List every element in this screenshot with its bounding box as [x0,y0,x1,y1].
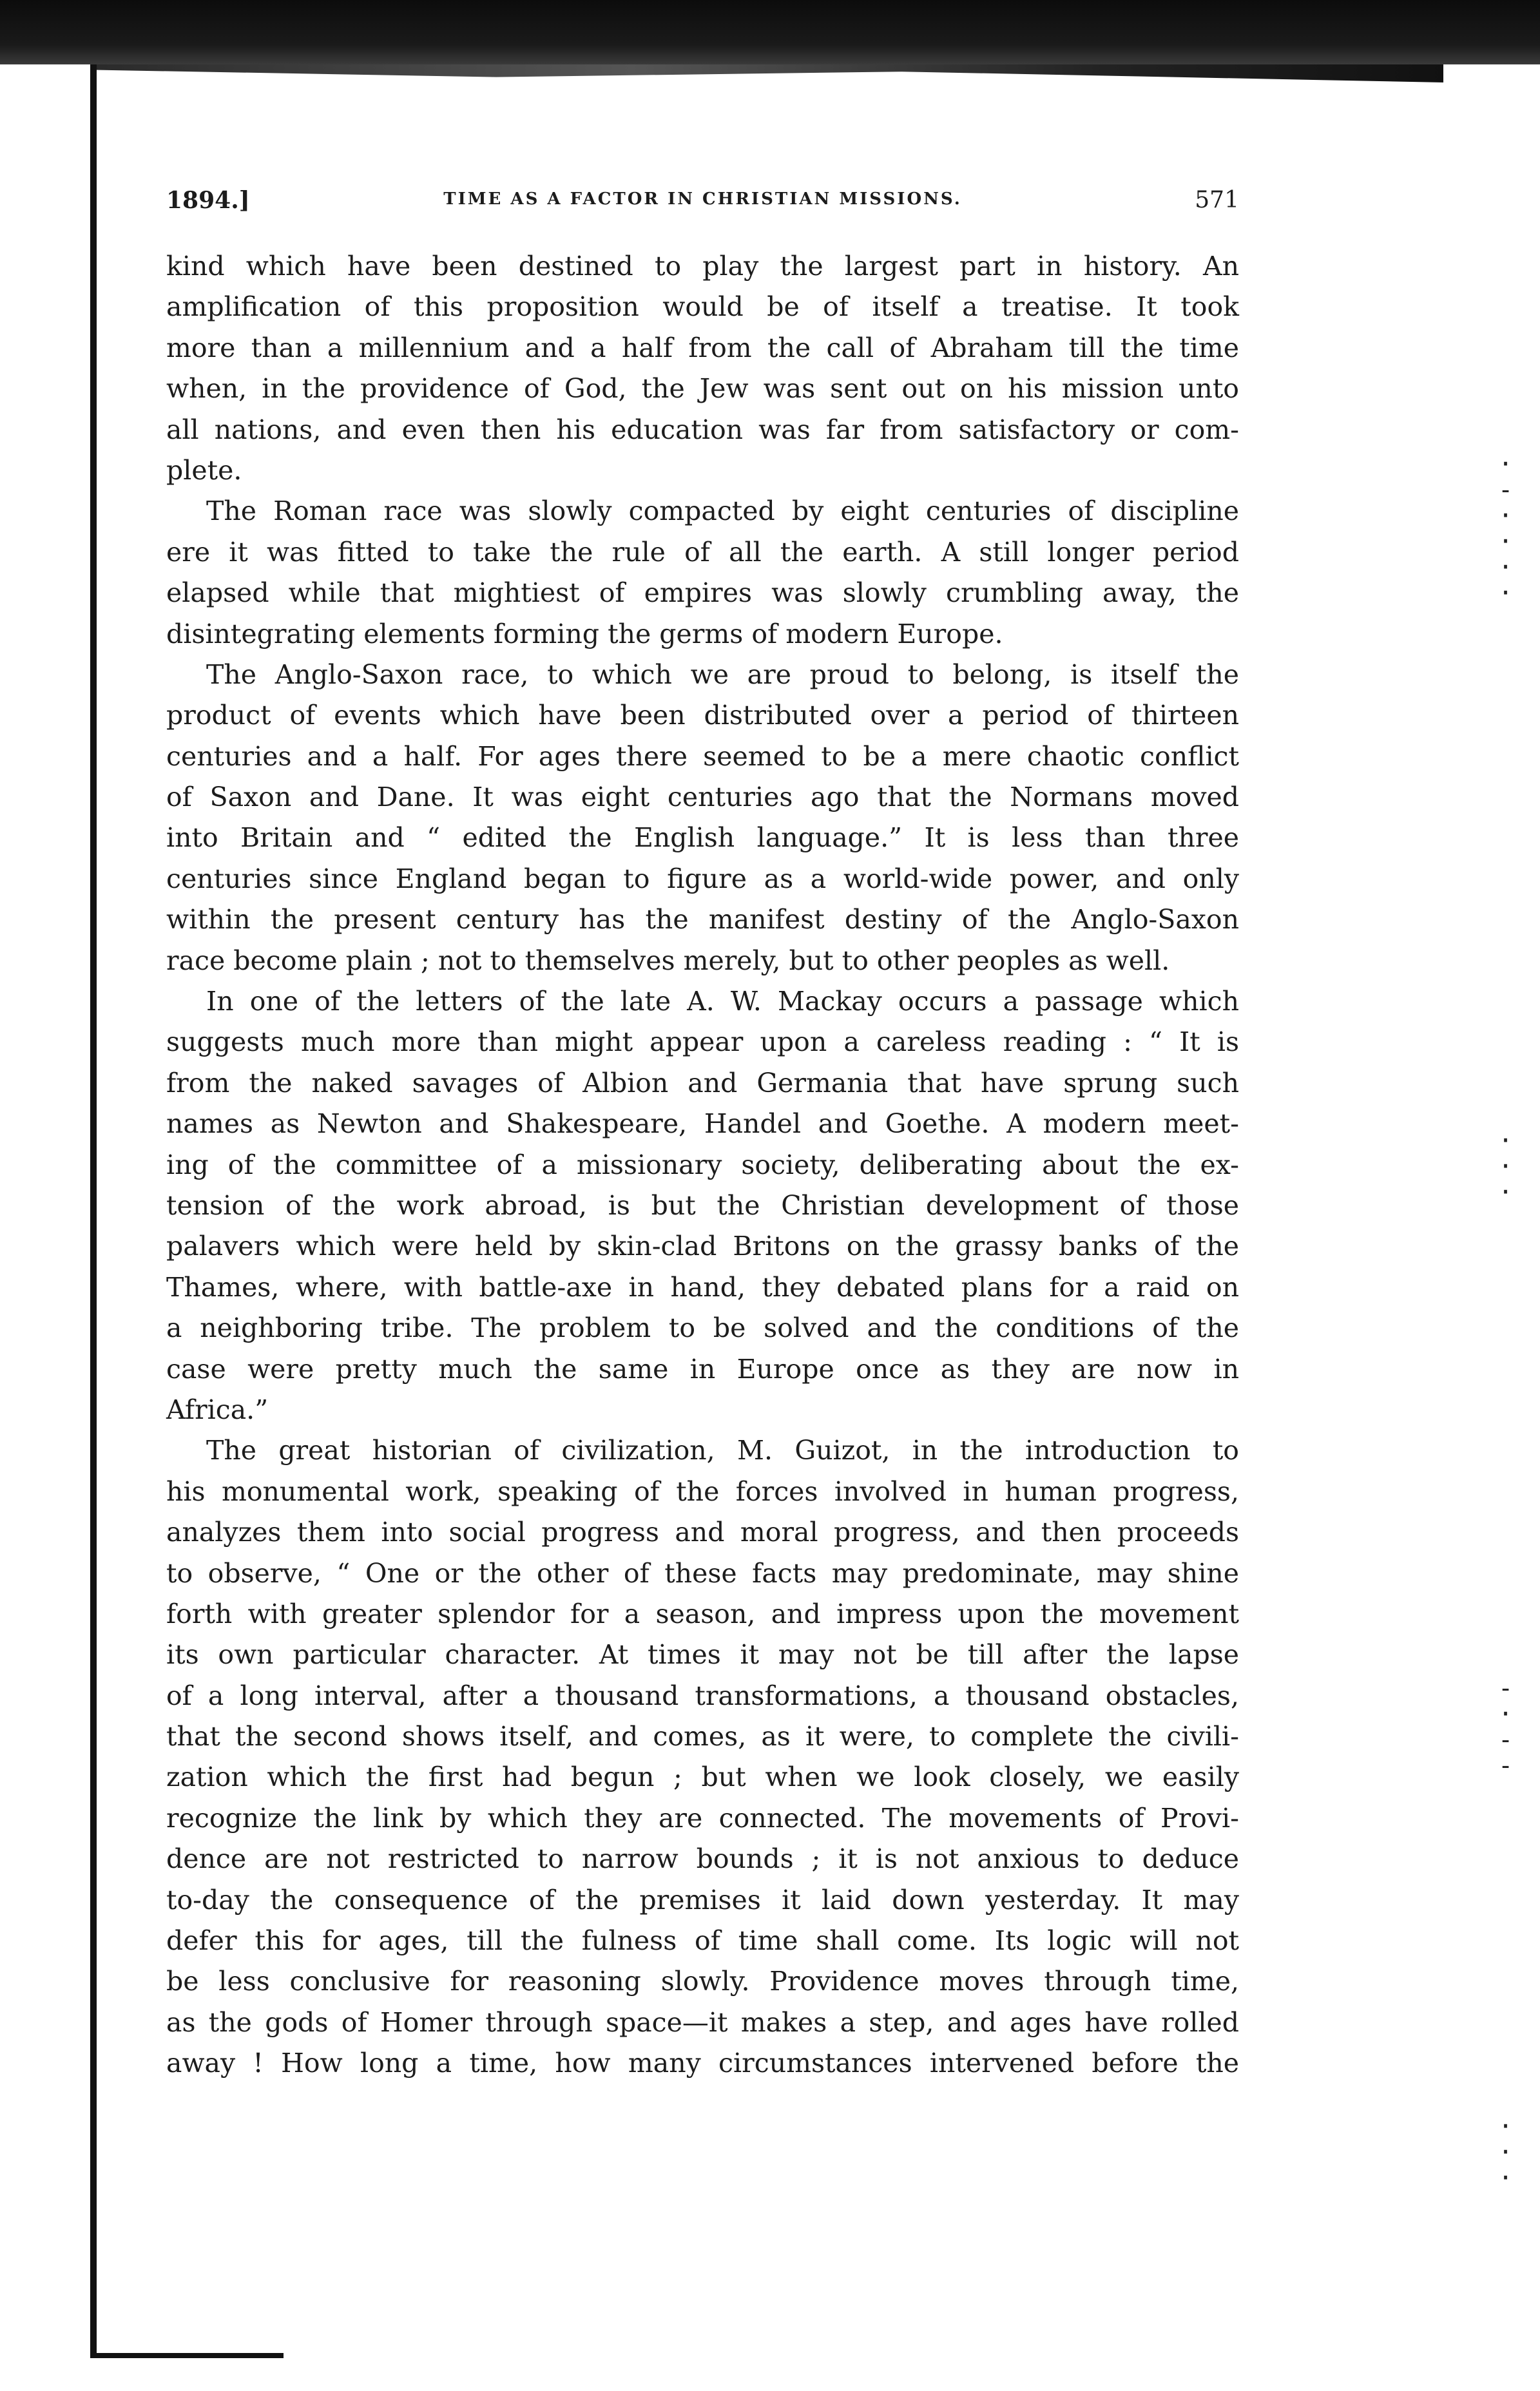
text-line: disintegrating elements forming the germs of modern Europe. [166,618,1003,649]
text-line: The Anglo-Saxon race, to which we are proud to belong, is itself the [206,658,1239,690]
text-line: ere it was fitted to take the rule of all the earth. A still longer period [166,536,1239,568]
text-line: centuries since England began to figure as a world-wide power, and only [166,863,1239,894]
text-line: to observe, “ One or the other of these facts may predominate, may shine [166,1557,1239,1589]
margin-scan-marks: · · · [1498,1126,1514,1206]
text-line: to-day the consequence of the premises it laid down yesterday. It may [166,1884,1239,1916]
text-line: The great historian of civilization, M. Guizot, in the introduction to [206,1435,1239,1466]
text-line: of a long interval, after a thousand transformations, a thousand obstacles, [166,1680,1239,1711]
margin-scan-marks: · · · [1498,2112,1514,2192]
text-line: kind which have been destined to play the largest part in history. An [166,251,1239,282]
body-text [166,246,1239,2084]
text-line: more than a millennium and a half from the call of Abraham till the time [166,332,1239,363]
text-line: race become plain ; not to themselves merely, but to other peoples as well. [166,945,1170,976]
text-line: product of events which have been distributed over a period of thirteen [166,700,1239,731]
text-line: into Britain and “ edited the English language.” It is less than three [166,822,1239,854]
text-line: The Roman race was slowly compacted by eight centuries of discipline [206,495,1239,527]
text-line: case were pretty much the same in Europe once as they are now in [166,1353,1239,1385]
text-line: as the gods of Homer through space—it makes a step, and ages have rolled [166,2006,1239,2038]
text-line: zation which the first had begun ; but when we look closely, we easily [166,1762,1239,1793]
text-line: ing of the committee of a missionary society, deliberating about the ex- [166,1149,1239,1180]
text-line: tension of the work abroad, is but the Christian development of those [166,1189,1239,1221]
page-number: 571 [1195,187,1239,213]
text-line: away ! How long a time, how many circumstances intervened before the [166,2048,1239,2079]
text-line: a neighboring tribe. The problem to be solved and the conditions of the [166,1312,1239,1344]
text-line: palavers which were held by skin-clad Britons on the grassy banks of the [166,1231,1239,1262]
text-line: be less conclusive for reasoning slowly. Providence moves through time, [166,1966,1239,1997]
text-line: elapsed while that mightiest of empires was slowly crumbling away, the [166,577,1239,609]
margin-scan-marks: · - · · · · [1498,450,1514,607]
text-line: amplification of this proposition would be of itself a treatise. It took [166,291,1239,323]
text-line: dence are not restricted to narrow bounds ; it is not anxious to deduce [166,1843,1239,1875]
scan-bottom-border [90,2353,284,2358]
scan-top-edge [90,64,1443,82]
running-head [166,187,1239,219]
text-line: centuries and a half. For ages there seemed to be a mere chaotic conflict [166,740,1239,772]
text-line: that the second shows itself, and comes, as it were, to complete the civili- [166,1721,1239,1752]
scan-top-shadow [0,0,1540,64]
text-line: suggests much more than might appear upon a careless reading : “ It is [166,1026,1239,1058]
text-line: all nations, and even then his education was far from satisfactory or com- [166,414,1239,445]
running-head-year: 1894.] [166,187,250,214]
text-line: of Saxon and Dane. It was eight centuries ago that the Normans moved [166,782,1239,813]
text-line: In one of the letters of the late A. W. Mackay occurs a passage which [206,986,1239,1017]
text-line: plete. [166,454,242,486]
scan-left-border [90,64,97,2358]
text-line: recognize the link by which they are connected. The movements of Provi- [166,1802,1239,1834]
text-line: analyzes them into social progress and moral progress, and then proceeds [166,1517,1239,1548]
margin-scan-marks: - · - - [1498,1674,1514,1780]
text-line: defer this for ages, till the fulness of time shall come. Its logic will not [166,1925,1239,1957]
text-line: its own particular character. At times it may not be till after the lapse [166,1639,1239,1671]
running-head-title: TIME AS A FACTOR IN CHRISTIAN MISSIONS. [443,189,962,209]
text-line: when, in the providence of God, the Jew was sent out on his mission unto [166,373,1239,405]
text-line: Africa.” [166,1394,269,1425]
text-line: within the present century has the manifest destiny of the Anglo-Saxon [166,904,1239,936]
text-line: Thames, where, with battle-axe in hand, they debated plans for a raid on [166,1271,1239,1303]
text-line: from the naked savages of Albion and Germania that have sprung such [166,1067,1239,1099]
text-line: forth with greater splendor for a season, and impress upon the movement [166,1598,1239,1629]
text-line: his monumental work, speaking of the forces involved in human progress, [166,1475,1239,1507]
text-line: names as Newton and Shakespeare, Handel and Goethe. A modern meet- [166,1108,1239,1140]
